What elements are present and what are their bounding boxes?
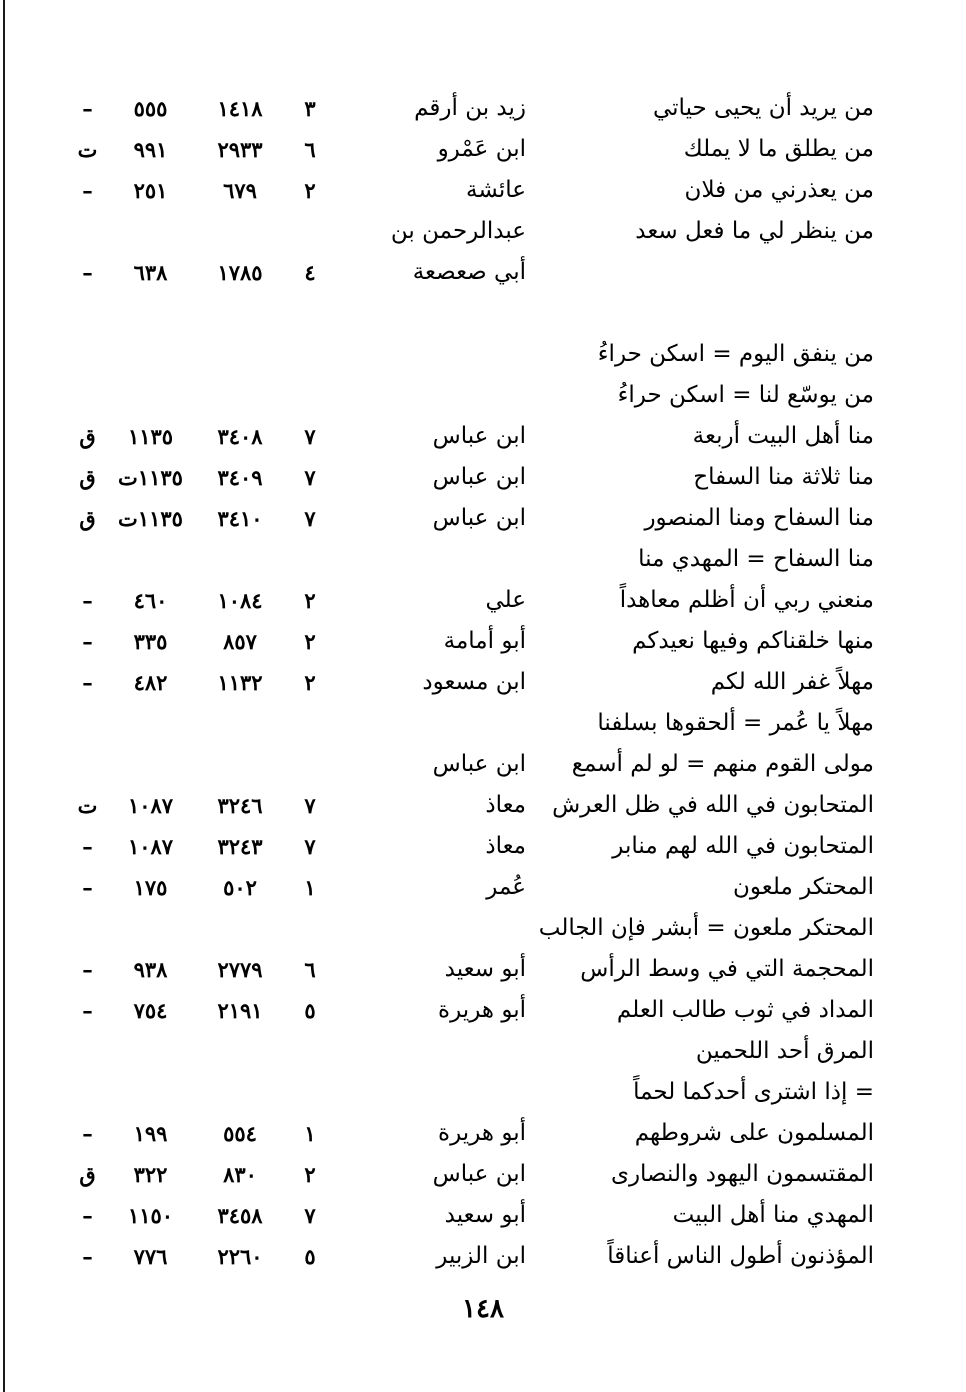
page-reference: ١١٣٥ [127, 424, 174, 449]
hadith-text: منا السفاح = المهدي منا [638, 546, 874, 572]
hadith-text: من يوسّع لنا = اسكن حراءُ [617, 382, 874, 408]
hadith-number: ٢٩٣٣ [217, 137, 263, 162]
narrator-name: عائشة [466, 177, 526, 203]
book-code: – [82, 588, 93, 613]
hadith-text: المحتكر ملعون [733, 874, 874, 900]
book-code: ق [79, 465, 96, 490]
page-reference: ٩٩١ [133, 137, 168, 162]
index-row [0, 703, 966, 744]
hadith-number: ٥٥٤ [223, 1121, 257, 1146]
book-code: – [82, 670, 93, 695]
hadith-text: مهلاً يا عُمر = ألحقوها بسلفنا [597, 710, 874, 736]
book-code: – [82, 178, 93, 203]
narrator-name: معاذ [485, 792, 526, 818]
index-row [0, 1195, 966, 1236]
page-number: ١٤٨ [462, 1294, 504, 1324]
hadith-text: = إذا اشترى أحدكما لحماً [633, 1079, 874, 1105]
volume-number: ٧ [304, 506, 316, 531]
index-row [0, 498, 966, 539]
hadith-number: ٢١٩١ [217, 998, 263, 1023]
narrator-name: علي [485, 587, 526, 613]
narrator-name: ابن عباس [432, 464, 526, 490]
hadith-text: المهدي منا أهل البيت [672, 1202, 874, 1228]
page-reference: ٥٥٥ [133, 96, 168, 121]
index-row [0, 1236, 966, 1277]
hadith-text: مهلاً غفر الله لكم [710, 669, 874, 695]
narrator-name: أبو سعيد [444, 956, 526, 982]
narrator-name: أبو هريرة [438, 1120, 526, 1146]
hadith-text: المحتكر ملعون = أبشر فإن الجالب [538, 915, 874, 941]
page-reference: ٦٣٨ [133, 260, 168, 285]
page-reference: ١١٣٥ت [118, 465, 183, 490]
hadith-text: من ينفق اليوم = اسكن حراءُ [597, 341, 874, 367]
page-reference: ٧٥٤ [133, 998, 168, 1023]
index-row [0, 662, 966, 703]
page-reference: ١٧٥ [133, 875, 168, 900]
book-code: – [82, 96, 93, 121]
narrator-name: أبو هريرة [438, 997, 526, 1023]
hadith-text: المحجمة التي في وسط الرأس [580, 956, 874, 982]
volume-number: ٢ [304, 670, 316, 695]
hadith-number: ٣٤٥٨ [217, 1203, 263, 1228]
hadith-text: من يريد أن يحيى حياتي [652, 95, 874, 121]
hadith-text: المؤذنون أطول الناس أعناقاً [607, 1243, 874, 1269]
index-row [0, 539, 966, 580]
index-row [0, 1031, 966, 1072]
index-row [0, 1154, 966, 1195]
hadith-number: ٨٣٠ [223, 1162, 257, 1187]
hadith-text: المتحابون في الله في ظل العرش [552, 792, 874, 818]
narrator-name: معاذ [485, 833, 526, 859]
hadith-text: منها خلقناكم وفيها نعيدكم [632, 628, 874, 654]
page-reference: ٢٥١ [133, 178, 168, 203]
book-code: ق [79, 424, 96, 449]
volume-number: ١ [304, 1121, 316, 1146]
volume-number: ٢ [304, 178, 316, 203]
index-row [0, 867, 966, 908]
hadith-text: المرق أحد اللحمين [695, 1038, 874, 1064]
page-reference: ١٠٨٧ [127, 834, 174, 859]
index-row [0, 621, 966, 662]
narrator-name: أبو أمامة [443, 628, 526, 654]
hadith-text: من ينظر لي ما فعل سعد [635, 218, 874, 244]
narrator-name: ابن عَمْرو [437, 136, 526, 162]
book-code: – [82, 998, 93, 1023]
row-spacer [0, 293, 966, 334]
volume-number: ٧ [304, 793, 316, 818]
narrator-name: عُمر [486, 874, 526, 900]
volume-number: ٤ [304, 260, 316, 285]
volume-number: ٢ [304, 588, 316, 613]
narrator-name: ابن الزبير [436, 1243, 526, 1269]
hadith-text: المتحابون في الله لهم منابر [612, 833, 874, 859]
page-reference: ١٠٨٧ [127, 793, 174, 818]
hadith-text: منا أهل البيت أربعة [692, 423, 874, 449]
hadith-text: منا ثلاثة منا السفاح [693, 464, 874, 490]
hadith-number: ٢٧٧٩ [217, 957, 263, 982]
hadith-number: ٣٤٠٨ [217, 424, 263, 449]
index-table [0, 88, 966, 1277]
hadith-number: ٢٢٦٠ [217, 1244, 263, 1269]
hadith-number: ١٧٨٥ [217, 260, 263, 285]
narrator-name: ابن عباس [432, 423, 526, 449]
volume-number: ٥ [304, 998, 316, 1023]
hadith-number: ١١٣٢ [217, 670, 263, 695]
index-row [0, 252, 966, 293]
narrator-name: ابن عباس [432, 505, 526, 531]
index-row [0, 88, 966, 129]
index-row [0, 1072, 966, 1113]
volume-number: ٧ [304, 465, 316, 490]
hadith-number: ٣٤١٠ [217, 506, 263, 531]
page-reference: ٤٨٢ [133, 670, 168, 695]
page-reference: ٣٣٥ [133, 629, 168, 654]
hadith-text: مولى القوم منهم = لو لم أسمع [571, 751, 874, 777]
volume-number: ٥ [304, 1244, 316, 1269]
hadith-text: المقتسمون اليهود والنصارى [610, 1161, 874, 1187]
volume-number: ٧ [304, 834, 316, 859]
index-row [0, 744, 966, 785]
book-code: – [82, 260, 93, 285]
hadith-number: ٣٢٤٣ [217, 834, 263, 859]
page-reference: ١٩٩ [133, 1121, 168, 1146]
hadith-text: المسلمون على شروطهم [634, 1120, 874, 1146]
narrator-name: ابن عباس [432, 1161, 526, 1187]
book-code: ت [77, 793, 98, 818]
hadith-text: المداد في ثوب طالب العلم [616, 997, 874, 1023]
volume-number: ٢ [304, 1162, 316, 1187]
hadith-number: ٣٢٤٦ [217, 793, 263, 818]
page-reference: ١١٣٥ت [118, 506, 183, 531]
book-code: – [82, 629, 93, 654]
book-code: – [82, 1121, 93, 1146]
index-row [0, 211, 966, 252]
book-code: – [82, 957, 93, 982]
narrator-name: زيد بن أرقم [414, 95, 526, 121]
hadith-text: منا السفاح ومنا المنصور [644, 505, 874, 531]
book-code: – [82, 1244, 93, 1269]
page-reference: ١١٥٠ [127, 1203, 174, 1228]
hadith-number: ٥٠٢ [223, 875, 257, 900]
index-row [0, 375, 966, 416]
page-reference: ٤٦٠ [133, 588, 168, 613]
narrator-name: أبي صعصعة [412, 259, 526, 285]
hadith-number: ٦٧٩ [223, 178, 257, 203]
narrator-name: ابن عباس [432, 751, 526, 777]
index-row [0, 785, 966, 826]
book-code: ق [79, 1162, 96, 1187]
book-code: – [82, 834, 93, 859]
volume-number: ٧ [304, 1203, 316, 1228]
narrator-name: أبو سعيد [444, 1202, 526, 1228]
page-reference: ٣٢٢ [133, 1162, 168, 1187]
index-row [0, 990, 966, 1031]
narrator-name: عبدالرحمن بن [390, 218, 526, 244]
hadith-number: ١٠٨٤ [217, 588, 263, 613]
hadith-text: من يطلق ما لا يملك [683, 136, 874, 162]
volume-number: ١ [304, 875, 316, 900]
volume-number: ٢ [304, 629, 316, 654]
index-row [0, 170, 966, 211]
hadith-number: ١٤١٨ [217, 96, 263, 121]
narrator-name: ابن مسعود [422, 669, 526, 695]
hadith-number: ٣٤٠٩ [217, 465, 263, 490]
hadith-number: ٨٥٧ [223, 629, 257, 654]
book-code: ت [77, 137, 98, 162]
volume-number: ٧ [304, 424, 316, 449]
index-row [0, 129, 966, 170]
book-code: – [82, 875, 93, 900]
hadith-text: منعني ربي أن أظلم معاهداً [619, 587, 874, 613]
index-row [0, 416, 966, 457]
page-reference: ٩٣٨ [133, 957, 168, 982]
index-row [0, 334, 966, 375]
book-code: ق [79, 506, 96, 531]
volume-number: ٦ [304, 957, 316, 982]
volume-number: ٦ [304, 137, 316, 162]
book-code: – [82, 1203, 93, 1228]
index-row [0, 1113, 966, 1154]
index-row [0, 908, 966, 949]
index-row [0, 949, 966, 990]
index-row [0, 580, 966, 621]
hadith-text: من يعذرني من فلان [684, 177, 874, 203]
index-row [0, 457, 966, 498]
index-row [0, 826, 966, 867]
page-reference: ٧٧٦ [133, 1244, 168, 1269]
volume-number: ٣ [304, 96, 316, 121]
